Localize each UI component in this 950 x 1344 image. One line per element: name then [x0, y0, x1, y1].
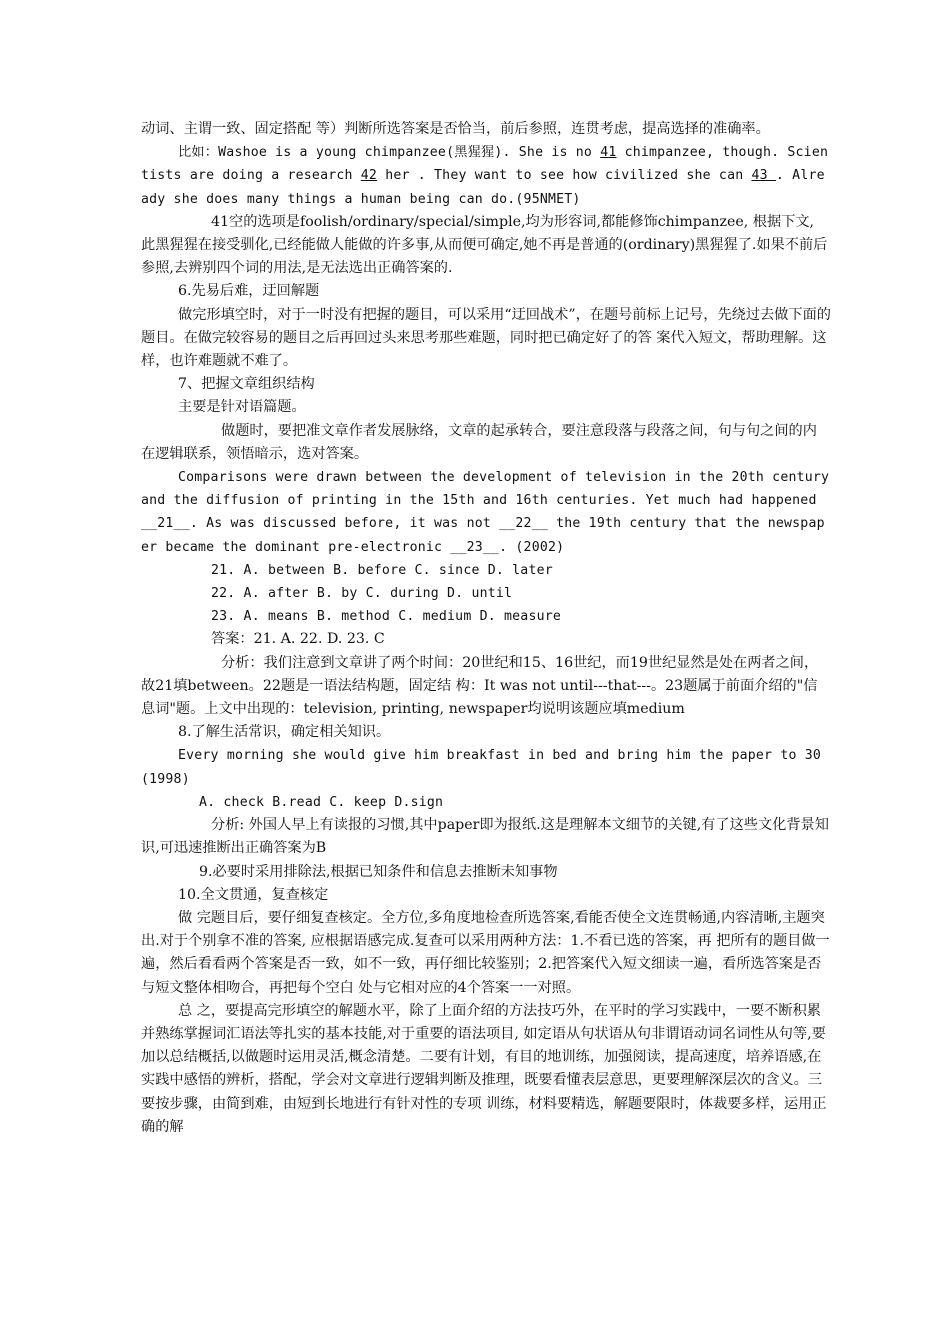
paragraph-intro: 动词、主谓一致、固定搭配 等）判断所选答案是否恰当，前后参照，连贯考虑，提高选择的准确率。 — [141, 121, 770, 137]
heading-10: 10.全文贯通，复查核定 — [178, 886, 329, 903]
example-washoe-part-a: 比如：Washoe is a young chimpanzee(黑猩猩). She is no — [178, 145, 601, 161]
blank-42: 42 — [360, 168, 378, 184]
heading-7: 7、把握文章组织结构 — [178, 376, 315, 393]
paragraph-10: 做 完题目后，要仔细复查核定。全方位,多角度地检查所选答案,看能否使全文连贯畅通,内容清晰,主题突出.对于个别拿不准的答案, 应根据语感完成.复查可以采用两种方法：1.不看已选的答案，再 把所有的题目做一遍，然后看看两个答案是否一致，如不一致，再仔细比较鉴别；2.把答案代入短文细读一遍，看所选答案是否与短文整体相吻合，再把每个空白 处与它相对应的4个答案一一对照。 — [141, 909, 830, 996]
question-22: 22. A. after B. by C. during D. until — [211, 586, 513, 602]
paragraph-summary: 总 之，要提高完形填空的解题水平，除了上面介绍的方法技巧外，在平时的学习实践中，一要不断积累并熟练掌握词汇语法等扎实的基本技能,对于重要的语法项目, 如定语从句状语从句非谓语动词名词性从句等,要加以总结概括,以做题时运用灵活,概念清楚。二要有计划，有目的地训练，加强阅读，提高速度，培养语感,在 实践中感悟的辨析，搭配，学会对文章进行逻辑判断及推理，既要看懂表层意思，更要理解深层次的含义。三要按步骤，由简到难，由短到长地进行有针对性的专项 训练，材料要精选，解题要限时，体裁要多样，运用正确的解 — [141, 1002, 827, 1135]
example-washoe — [141, 141, 831, 211]
blank-41: 41 — [600, 145, 617, 161]
paragraph-6: 做完形填空时，对于一时没有把握的题目，可以采用“迂回战术”，在题号前标上记号，先绕过去做下面的题目。在做完较容易的题目之后再回过头来思考那些难题，同时把已确定好了的答 案代入短文，帮助理解。这样，也许难题就不难了。 — [141, 306, 831, 370]
example-television: Comparisons were drawn between the development of television in the 20th century and the diffusion of printing in the 15th and 16th centuries. Yet much had happened __21__. As was discussed before, it was not __22__ the 19th century that the newspaper became the dominant pre-electronic __23__. (2002) — [141, 470, 830, 555]
analysis-21-23: 分析：我们注意到文章讲了两个时间：20世纪和15、16世纪，而19世纪显然是处在两者之间，故21填between。22题是一语法结构题，固定结 构：It was not until---that---。23题属于前面介绍的"信息词"题。上文中出现的：television, printing, newspaper均说明该题应填medium — [141, 654, 819, 718]
heading-6: 6.先易后难，迂回解题 — [178, 283, 320, 300]
heading-8: 8.了解生活常识，确定相关知识。 — [178, 724, 391, 741]
answer-key: 答案：21. A. 22. D. 23. C — [211, 631, 385, 648]
analysis-41: 41空的选项是foolish/ordinary/special/simple,均为形容词,都能修饰chimpanzee, 根据下文, 此黑猩猩在接受驯化,已经能做人能做的许多事,从而便可确定,她不再是普通的(ordinary)黑猩猩了.如果不前后参照,去辨别四个词的用法,是无法选出正确答案的. — [141, 213, 828, 277]
example-washoe-part-e: . Already she does many things a human being can do.(95NMET) — [141, 168, 825, 207]
analysis-30: 分析: 外国人早上有读报的习惯,其中paper即为报纸.这是理解本文细节的关键,有了这些文化背景知识,可迅速推断出正确答案为B — [141, 817, 829, 857]
heading-9: 9.必要时采用排除法,根据已知条件和信息去推断未知事物 — [199, 863, 558, 880]
example-washoe-part-d: her . They want to see how civilized she can — [377, 168, 752, 184]
example-breakfast: Every morning she would give him breakfast in bed and bring him the paper to 30 (1998) — [141, 748, 822, 787]
options-30: A. check B.read C. keep D.sign — [199, 794, 444, 810]
example-washoe-part-c: chimpanzee, though. Scientists are doing a research — [141, 145, 829, 184]
document-body — [141, 118, 831, 1139]
question-21: 21. A. between B. before C. since D. later — [211, 562, 553, 578]
question-23: 23. A. means B. method C. medium D. measure — [211, 609, 562, 625]
paragraph-7-note: 主要是针对语篇题。 — [178, 399, 306, 416]
blank-43: 43 — [751, 168, 776, 184]
paragraph-7: 做题时，要把准文章作者发展脉络，文章的起承转合，要注意段落与段落之间，句与句之间的内在逻辑联系，领悟暗示，选对答案。 — [141, 422, 817, 462]
